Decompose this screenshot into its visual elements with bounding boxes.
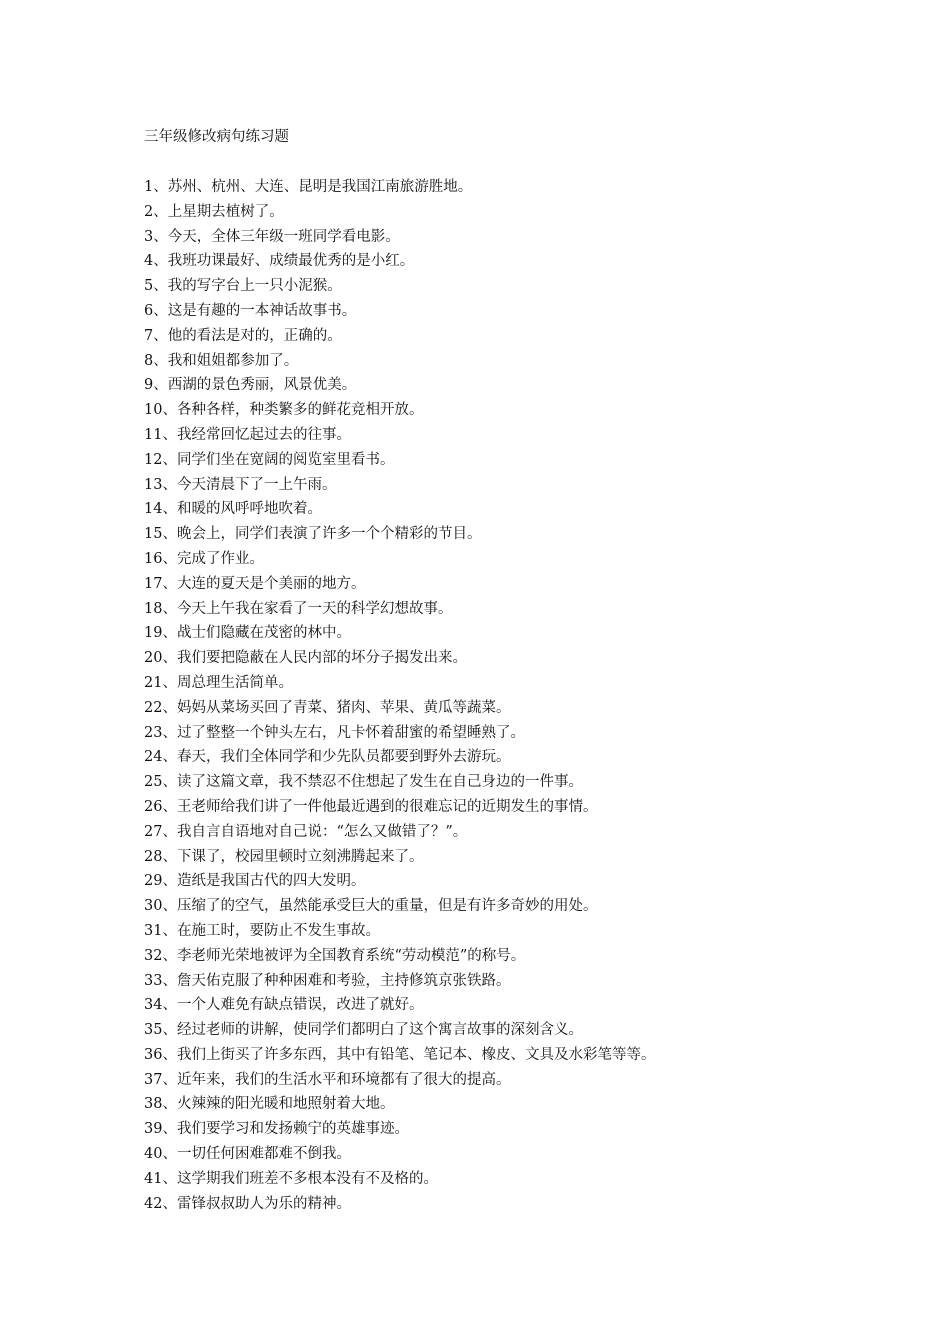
list-item: 30、压缩了的空气，虽然能承受巨大的重量，但是有许多奇妙的用处。 bbox=[144, 898, 598, 915]
list-item: 23、过了整整一个钟头左右，凡卡怀着甜蜜的希望睡熟了。 bbox=[144, 724, 525, 741]
list-item: 2、上星期去植树了。 bbox=[144, 203, 284, 220]
list-item: 41、这学期我们班差不多根本没有不及格的。 bbox=[144, 1170, 438, 1187]
list-item: 38、火辣辣的阳光暖和地照射着大地。 bbox=[144, 1096, 395, 1113]
list-item: 24、春天，我们全体同学和少先队员都要到野外去游玩。 bbox=[144, 749, 511, 766]
list-item: 27、我自言自语地对自己说：“怎么又做错了？”。 bbox=[144, 823, 468, 840]
list-item: 36、我们上街买了许多东西，其中有铅笔、笔记本、橡皮、文具及水彩笔等等。 bbox=[144, 1046, 656, 1063]
list-item: 34、一个人难免有缺点错误，改进了就好。 bbox=[144, 997, 424, 1014]
list-item: 13、今天清晨下了一上午雨。 bbox=[144, 476, 337, 493]
list-item: 21、周总理生活简单。 bbox=[144, 674, 293, 691]
list-item: 28、下课了，校园里顿时立刻沸腾起来了。 bbox=[144, 848, 424, 865]
list-item: 1、苏州、杭州、大连、昆明是我国江南旅游胜地。 bbox=[144, 179, 473, 195]
exercise-list bbox=[144, 175, 655, 1216]
list-item: 25、读了这篇文章，我不禁忍不住想起了发生在自己身边的一件事。 bbox=[144, 774, 583, 791]
list-item: 40、一切任何困难都难不倒我。 bbox=[144, 1146, 351, 1163]
list-item: 14、和暖的风呼呼地吹着。 bbox=[144, 501, 322, 518]
list-item: 17、大连的夏天是个美丽的地方。 bbox=[144, 575, 366, 592]
list-item: 18、今天上午我在家看了一天的科学幻想故事。 bbox=[144, 600, 453, 617]
list-item: 33、詹天佑克服了种种困难和考验，主持修筑京张铁路。 bbox=[144, 972, 511, 989]
list-item: 19、战士们隐藏在茂密的林中。 bbox=[144, 625, 351, 642]
list-item: 20、我们要把隐蔽在人民内部的坏分子揭发出来。 bbox=[144, 650, 467, 667]
list-item: 5、我的写字台上一只小泥猴。 bbox=[144, 278, 342, 295]
list-item: 35、经过老师的讲解，使同学们都明白了这个寓言故事的深刻含义。 bbox=[144, 1022, 583, 1039]
list-item: 37、近年来，我们的生活水平和环境都有了很大的提高。 bbox=[144, 1071, 511, 1088]
list-item: 12、同学们坐在宽阔的阅览室里看书。 bbox=[144, 451, 395, 468]
list-item: 32、李老师光荣地被评为全国教育系统“劳动模范”的称号。 bbox=[144, 947, 526, 964]
document-title: 三年级修改病句练习题 bbox=[144, 129, 289, 145]
list-item: 42、雷锋叔叔助人为乐的精神。 bbox=[144, 1195, 351, 1212]
list-item: 3、今天，全体三年级一班同学看电影。 bbox=[144, 228, 400, 245]
list-item: 11、我经常回忆起过去的往事。 bbox=[144, 426, 351, 443]
list-item: 8、我和姐姐都参加了。 bbox=[144, 352, 299, 369]
list-item: 10、各种各样，种类繁多的鲜花竞相开放。 bbox=[144, 402, 424, 419]
list-item: 7、他的看法是对的，正确的。 bbox=[144, 327, 342, 344]
list-item: 15、晚会上，同学们表演了许多一个个精彩的节目。 bbox=[144, 526, 482, 543]
list-item: 26、王老师给我们讲了一件他最近遇到的很难忘记的近期发生的事情。 bbox=[144, 798, 598, 815]
list-item: 39、我们要学习和发扬赖宁的英雄事迹。 bbox=[144, 1121, 409, 1138]
list-item: 9、西湖的景色秀丽，风景优美。 bbox=[144, 377, 357, 394]
list-item: 22、妈妈从菜场买回了青菜、猪肉、苹果、黄瓜等蔬菜。 bbox=[144, 699, 511, 716]
list-item: 16、完成了作业。 bbox=[144, 550, 264, 567]
list-item: 4、我班功课最好、成绩最优秀的是小红。 bbox=[144, 253, 415, 270]
list-item: 6、这是有趣的一本神话故事书。 bbox=[144, 302, 357, 319]
list-item: 31、在施工时，要防止不发生事故。 bbox=[144, 922, 380, 939]
list-item: 29、造纸是我国古代的四大发明。 bbox=[144, 873, 366, 890]
